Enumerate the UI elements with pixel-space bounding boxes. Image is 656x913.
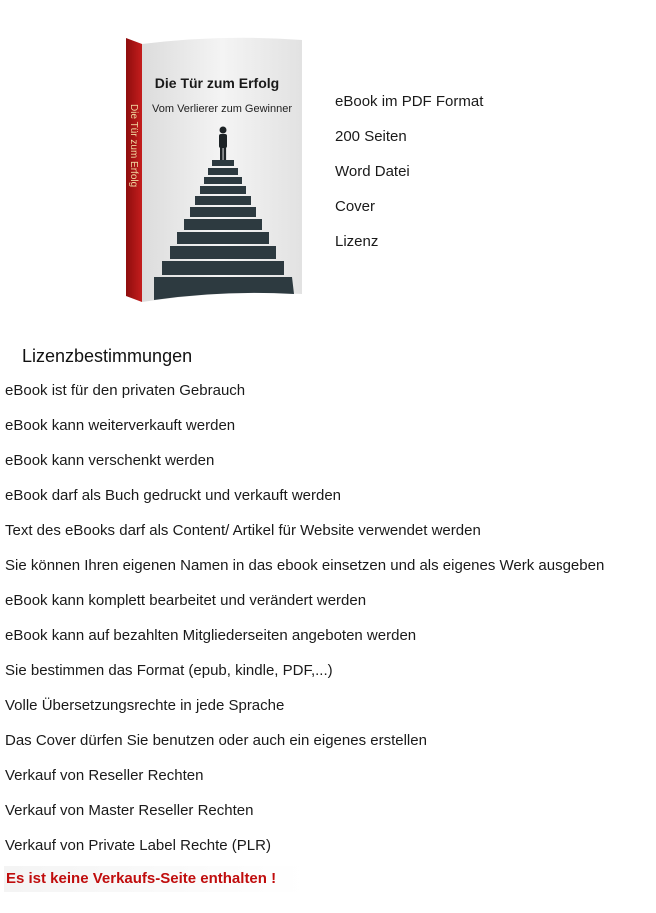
feature-item: eBook im PDF Format <box>335 93 484 110</box>
feature-item: Lizenz <box>335 233 379 250</box>
license-item: eBook darf als Buch gedruckt und verkauft werden <box>5 487 342 504</box>
license-item: Verkauf von Private Label Rechte (PLR) <box>5 837 271 854</box>
ebook-cover <box>104 32 310 308</box>
feature-item: Cover <box>335 198 376 215</box>
license-item: Text des eBooks darf als Content/ Artikel für Website verwendet werden <box>5 522 481 539</box>
license-item: eBook kann komplett bearbeitet und verändert werden <box>5 592 367 609</box>
license-heading: Lizenzbestimmungen <box>22 346 193 366</box>
license-item: Das Cover dürfen Sie benutzen oder auch ein eigenes erstellen <box>5 732 427 749</box>
feature-item: Word Datei <box>335 163 410 180</box>
license-item: eBook kann verschenkt werden <box>5 452 215 469</box>
license-list <box>5 381 604 871</box>
license-item: eBook ist für den privaten Gebrauch <box>5 382 246 399</box>
license-item: Sie bestimmen das Format (epub, kindle, PDF,...) <box>5 662 333 679</box>
license-item: eBook kann auf bezahlten Mitgliederseiten angeboten werden <box>5 627 417 644</box>
book-spine-text: Die Tür zum Erfolg <box>128 104 139 188</box>
no-sales-page-notice: Es ist keine Verkaufs-Seite enthalten ! <box>4 866 306 892</box>
license-item: Volle Übersetzungsrechte in jede Sprache <box>5 697 285 714</box>
book-title: Die Tür zum Erfolg <box>154 75 280 91</box>
license-item: Sie können Ihren eigenen Namen in das ebook einsetzen und als eigenes Werk ausgeben <box>5 557 605 574</box>
license-item: Verkauf von Master Reseller Rechten <box>5 802 254 819</box>
license-item: Verkauf von Reseller Rechten <box>5 767 204 784</box>
book-subtitle: Vom Verlierer zum Gewinner <box>152 103 292 115</box>
license-item: eBook kann weiterverkauft werden <box>5 417 236 434</box>
feature-list <box>335 92 483 267</box>
feature-item: 200 Seiten <box>335 128 407 145</box>
